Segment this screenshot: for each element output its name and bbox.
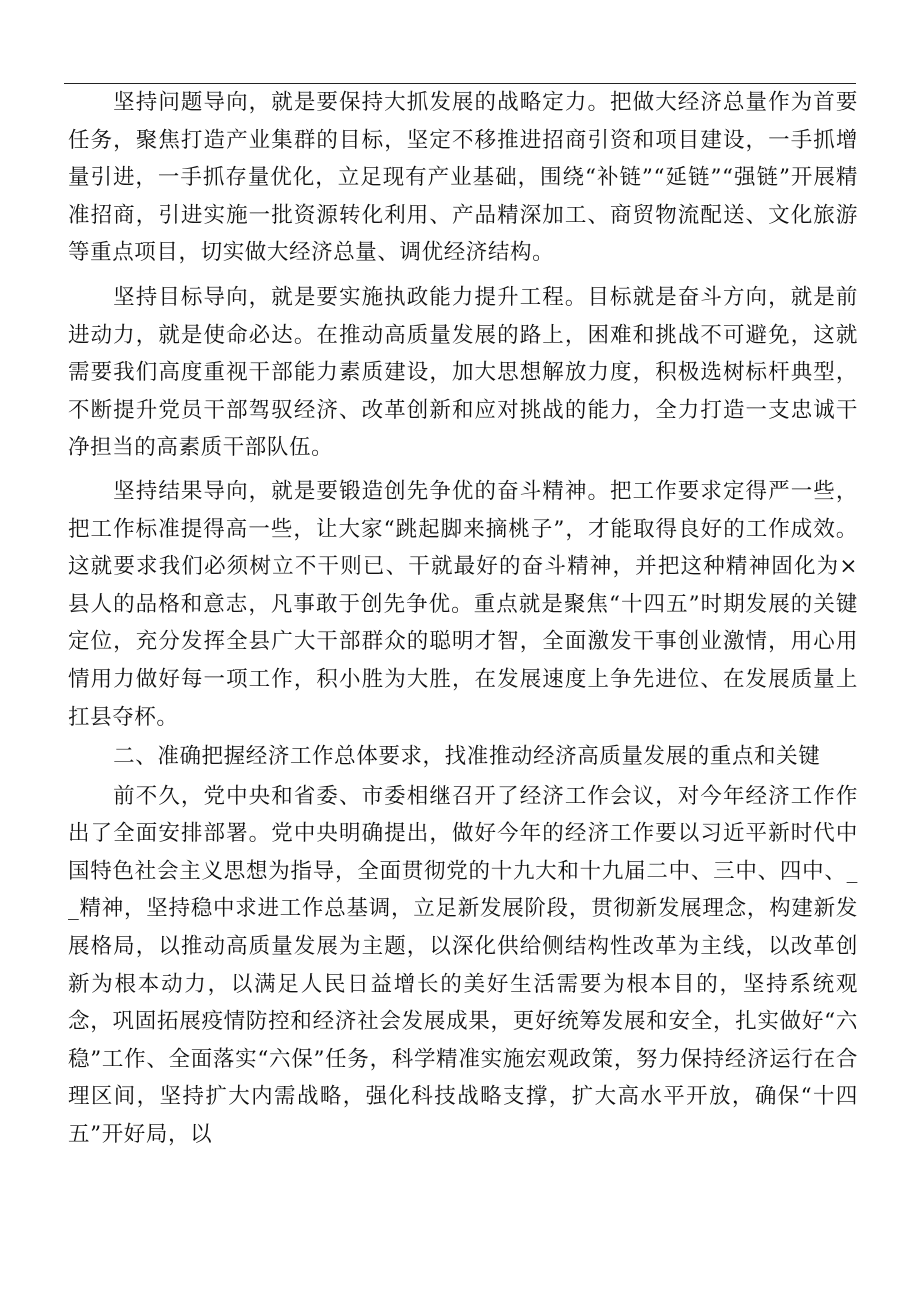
paragraph-problem-oriented: 坚持问题导向，就是要保持大抓发展的战略定力。把做大经济总量作为首要任务，聚焦打造产业集群的目标，坚定不移推进招商引资和项目建设，一手抓增量引进，一手抓存量优化，立足现有产业基础，围绕“补链”“延链”“强链”开展精准招商，引进实施一批资源转化利用、产品精深加工、商贸物流配送、文化旅游等重点项目，切实做大经济总量、调优经济结构。 [68, 90, 858, 266]
paragraph-economic-work: 前不久，党中央和省委、市委相继召开了经济工作会议，对今年经济工作作出了全面安排部署。党中央明确提出，做好今年的经济工作要以习近平新时代中国特色社会主义思想为指导，全面贯彻党的十九大和十九届二中、三中、四中、__精神，坚持稳中求进工作总基调，立足新发展阶段，贯彻新发展理念，构建新发展格局，以推动高质量发展为主题，以深化供给侧结构性改革为主线，以改革创新为根本动力，以满足人民日益增长的美好生活需要为根本目的，坚持系统观念，巩固拓展疫情防控和经济社会发展成果，更好统筹发展和安全，扎实做好“六稳”工作、全面落实“六保”任务，科学精准实施宏观政策，努力保持经济运行在合理区间，坚持扩大内需战略，强化科技战略支撑，扩大高水平开放，确保“十四五”开好局，以 [68, 783, 858, 1148]
document-body [68, 84, 858, 1154]
paragraph-result-oriented: 坚持结果导向，就是要锻造创先争优的奋斗精神。把工作要求定得严一些，把工作标准提得高一些，让大家“跳起脚来摘桃子”，才能取得良好的工作成效。这就要求我们必须树立不干则已、干就最好的奋斗精神，并把这种精神固化为×县人的品格和意志，凡事敢于创先争优。重点就是聚焦“十四五”时期发展的关键定位，充分发挥全县广大干部群众的聪明才智，全面激发干事创业激情，用心用情用力做好每一项工作，积小胜为大胜，在发展速度上争先进位、在发展质量上扛县夺杯。 [68, 478, 858, 730]
section-heading: 二、准确把握经济工作总体要求，找准推动经济高质量发展的重点和关键 [113, 744, 821, 770]
paragraph-goal-oriented: 坚持目标导向，就是要实施执政能力提升工程。目标就是奋斗方向，就是前进动力，就是使命必达。在推动高质量发展的路上，困难和挑战不可避免，这就需要我们高度重视干部能力素质建设，加大思想解放力度，积极选树标杆典型，不断提升党员干部驾驭经济、改革创新和应对挑战的能力，全力打造一支忠诚干净担当的高素质干部队伍。 [68, 284, 858, 461]
